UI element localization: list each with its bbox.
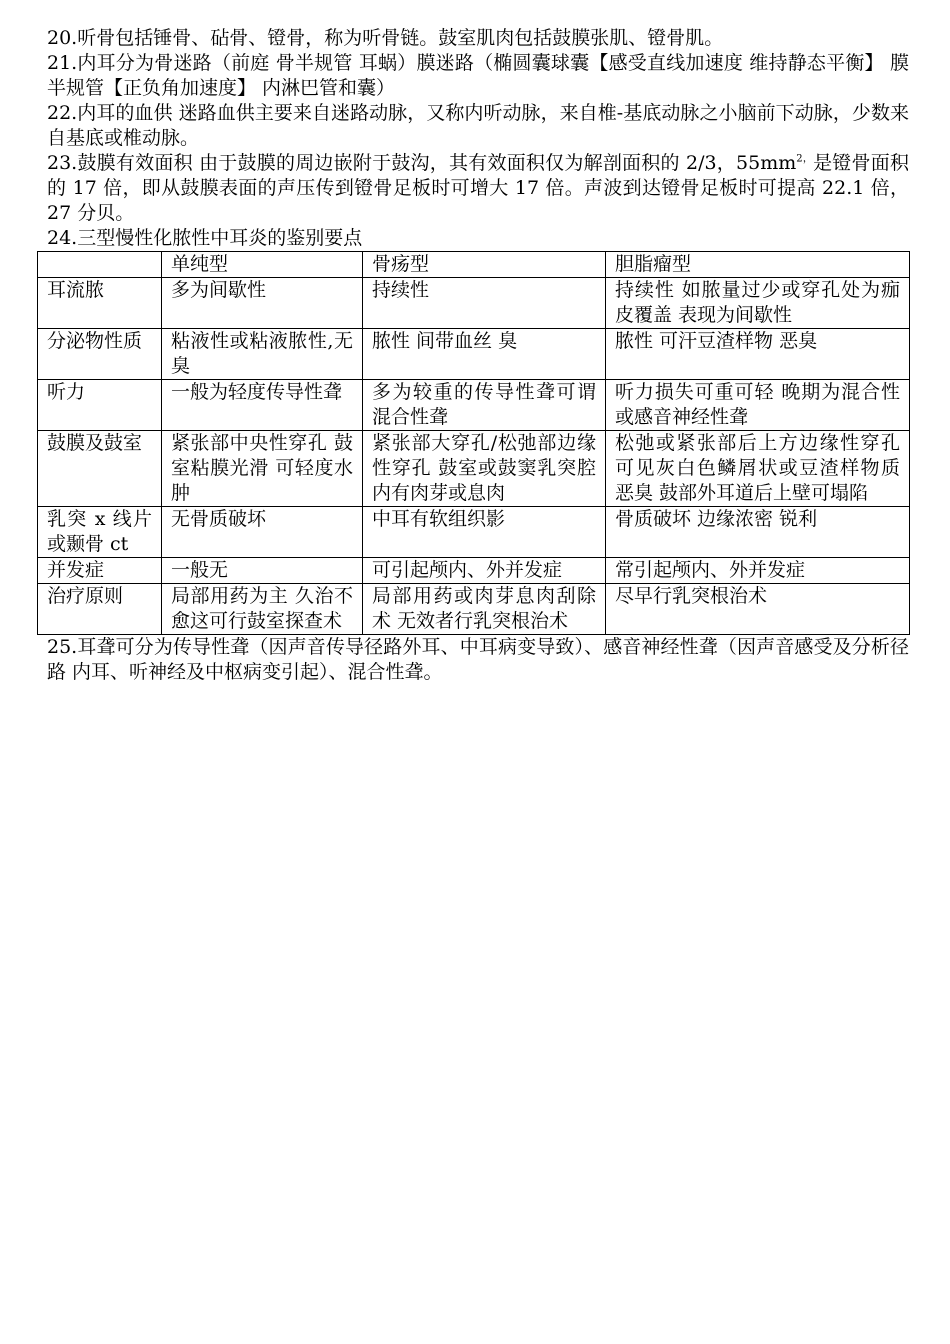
table-cell: 脓性 可汗豆渣样物 恶臭 [606,329,910,380]
table-header-cell [38,252,162,278]
table-header-cell: 骨疡型 [363,252,606,278]
table-row [38,380,910,431]
comparison-table [37,251,910,635]
table-cell: 脓性 间带血丝 臭 [363,329,606,380]
table-cell: 局部用药或肉芽息肉刮除术 无效者行乳突根治术 [363,584,606,635]
paragraph-20: 20.听骨包括锤骨、砧骨、镫骨，称为听骨链。鼓室肌肉包括鼓膜张肌、镫骨肌。 [47,27,724,49]
table-cell: 持续性 [363,278,606,329]
table-header-cell: 胆脂瘤型 [606,252,910,278]
table-cell: 听力损失可重可轻 晚期为混合性或感音神经性聋 [606,380,910,431]
table-cell: 粘液性或粘液脓性,无臭 [162,329,363,380]
table-row-label: 听力 [38,380,162,431]
table-cell: 持续性 如脓量过少或穿孔处为痂皮覆盖 表现为间歇性 [606,278,910,329]
table-cell: 多为较重的传导性聋可谓混合性聋 [363,380,606,431]
paragraph-25: 25.耳聋可分为传导性聋（因声音传导径路外耳、中耳病变导致）、感音神经性聋（因声音感受及分析径路 内耳、听神经及中枢病变引起）、混合性聋。 [47,636,909,683]
table-row [38,278,910,329]
paragraph-23-part-b: 是镫骨面积的 17 倍，即从鼓膜表面的声压传到镫骨足板时可增大 17 倍。声波到达镫骨足板时可提高 22.1 倍，27 分贝。 [47,152,909,224]
table-cell: 骨质破坏 边缘浓密 锐利 [606,507,910,558]
table-row [38,329,910,380]
paragraph-23 [47,151,909,226]
table-row-label: 鼓膜及鼓室 [38,431,162,507]
table-header-row [38,252,910,278]
document-page [47,26,909,685]
table-header-cell: 单纯型 [162,252,363,278]
table-cell: 紧张部大穿孔/松弛部边缘性穿孔 鼓室或鼓窦乳突腔内有肉芽或息肉 [363,431,606,507]
paragraph-21: 21.内耳分为骨迷路（前庭 骨半规管 耳蜗）膜迷路（椭圆囊球囊【感受直线加速度 维持静态平衡】 膜半规管【正负角加速度】 内淋巴管和囊） [47,52,909,99]
table-row [38,507,910,558]
table-cell: 中耳有软组织影 [363,507,606,558]
table-row-label: 治疗原则 [38,584,162,635]
table-cell: 无骨质破坏 [162,507,363,558]
table-cell: 一般无 [162,558,363,584]
table-cell: 一般为轻度传导性聋 [162,380,363,431]
table-cell: 局部用药为主 久治不愈这可行鼓室探查术 [162,584,363,635]
table-row [38,431,910,507]
table-cell: 可引起颅内、外并发症 [363,558,606,584]
table-cell: 紧张部中央性穿孔 鼓室粘膜光滑 可轻度水肿 [162,431,363,507]
paragraph-23-part-a: 23.鼓膜有效面积 由于鼓膜的周边嵌附于鼓沟，其有效面积仅为解剖面积的 2/3，55mm [47,152,797,174]
paragraph-23-superscript: 2， [796,153,814,165]
table-cell: 松弛或紧张部后上方边缘性穿孔 可见灰白色鳞屑状或豆渣样物质 恶臭 鼓部外耳道后上壁可塌陷 [606,431,910,507]
table-row [38,584,910,635]
table-row-label: 并发症 [38,558,162,584]
table-row [38,558,910,584]
table-row-label: 乳突 x 线片或颞骨 ct [38,507,162,558]
table-cell: 常引起颅内、外并发症 [606,558,910,584]
table-row-label: 耳流脓 [38,278,162,329]
table-row-label: 分泌物性质 [38,329,162,380]
paragraph-24-heading: 24.三型慢性化脓性中耳炎的鉴别要点 [47,227,363,249]
table-cell: 尽早行乳突根治术 [606,584,910,635]
paragraph-22: 22.内耳的血供 迷路血供主要来自迷路动脉，又称内听动脉，来自椎-基底动脉之小脑前下动脉，少数来自基底或椎动脉。 [47,102,909,149]
table-cell: 多为间歇性 [162,278,363,329]
